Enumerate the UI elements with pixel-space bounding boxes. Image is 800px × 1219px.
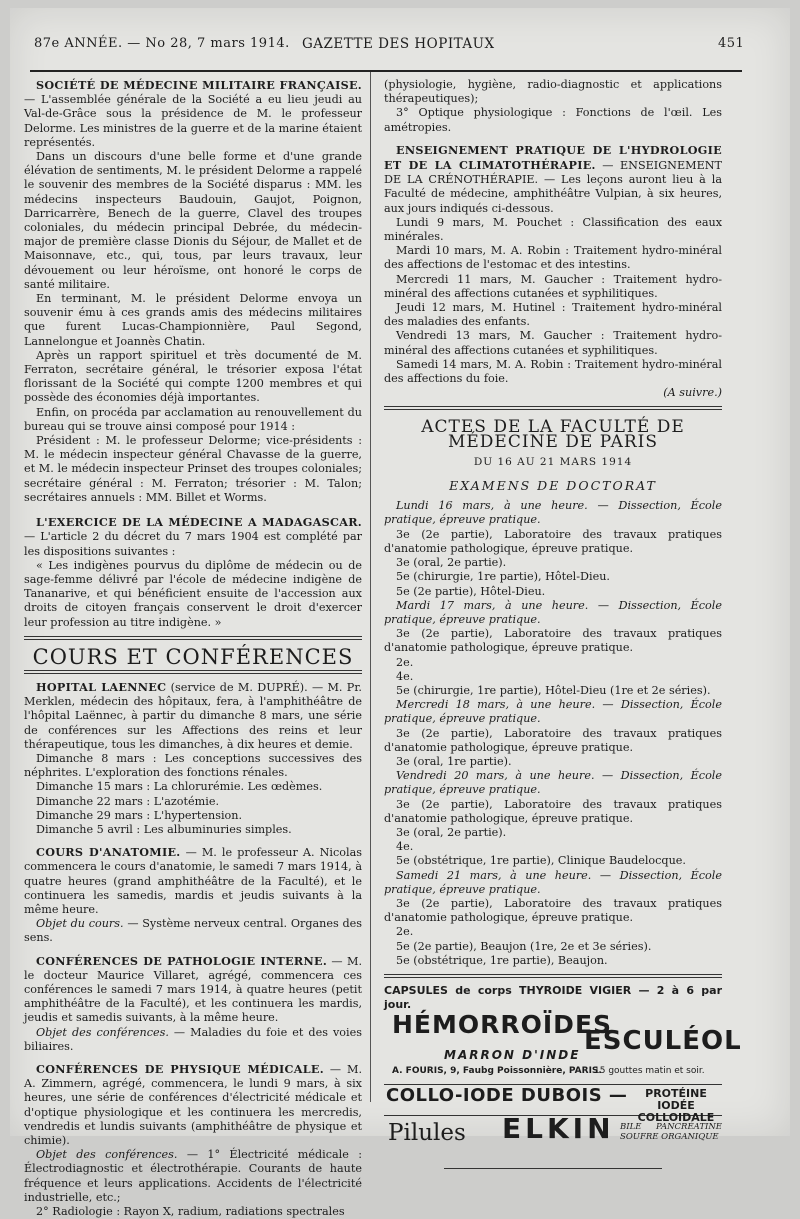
article-heading: HOPITAL LAENNEC [36, 679, 167, 694]
exam-line: 3e (oral, 1re partie). [396, 754, 512, 768]
article-heading: CONFÉRENCES DE PHYSIQUE MÉDICALE. [36, 1062, 324, 1076]
list-item: Dimanche 22 mars : L'azotémie. [36, 794, 220, 808]
object-text: — 1° Électricité médicale : Électrodiagnostic et électrothérapie. Courants de haute fréquence et leurs applications. Accidents de l'électricité industrielle, etc.; [24, 1148, 362, 1204]
exam-line: 2e. [396, 655, 414, 669]
exam-line: Mercredi 18 mars, à une heure. — Dissection, École pratique, épreuve pratique. [384, 698, 722, 726]
capsules-ad: CAPSULES de corps THYROIDE VIGIER — 2 à 6 par jour. [384, 983, 722, 1012]
ad-dosage: 15 gouttes matin et soir. [594, 1066, 705, 1077]
ad-headline: HÉMORROÏDES [392, 1010, 613, 1040]
article-paragraph [24, 680, 362, 752]
section-rule [384, 974, 722, 978]
left-column [24, 78, 362, 1219]
article-heading: SOCIÉTÉ DE MÉDECINE MILITAIRE FRANÇAISE. [36, 78, 362, 92]
exam-line: Mardi 17 mars, à une heure. — Dissection, École pratique, épreuve pratique. [384, 598, 722, 626]
article-paragraph [24, 917, 362, 945]
list-item: Jeudi 12 mars, M. Hutinel : Traitement hydro-minéral des maladies des enfants. [384, 301, 722, 329]
exam-line: 3e (2e partie), Laboratoire des travaux pratiques d'anatomie pathologique, épreuve pratique. [384, 527, 722, 555]
list-item: Dimanche 15 mars : La chlorurémie. Les œdèmes. [36, 780, 323, 794]
object-text: — Système nerveux central. Organes des sens. [24, 917, 362, 945]
section-rule [384, 406, 722, 410]
exam-line: 3e (2e partie), Laboratoire des travaux pratiques d'anatomie pathologique, épreuve pratique. [384, 896, 722, 925]
exam-line: 5e (2e partie), Hôtel-Dieu. [396, 584, 546, 598]
article-text: — M. le professeur A. Nicolas commencera le cours d'anatomie, le samedi 7 mars 1914, à quatre heures (grand amphithéâtre de la Faculté), et le continuera les samedis, mardis et jeudis suivants à la même heure. [24, 846, 362, 916]
exam-line: 5e (chirurgie, 1re partie), Hôtel-Dieu. [396, 570, 610, 584]
exam-line: 5e (2e partie), Beaujon (1re, 2e et 3e séries). [396, 939, 652, 953]
list-item: Lundi 9 mars, M. Pouchet : Classification des eaux minérales. [384, 215, 722, 244]
ad-prefix: Pilules [388, 1120, 466, 1147]
article-heading: ENSEIGNEMENT PRATIQUE DE L'HYDROLOGIE ET DE LA CLIMATOTHÉRAPIE. [384, 142, 722, 173]
object-text: — Maladies du foie et des voies biliaires. [24, 1025, 362, 1053]
exam-line: 5e (chirurgie, 1re partie), Hôtel-Dieu (1re et 2e séries). [396, 683, 711, 697]
article-paragraph: Dans un discours d'une belle forme et d'une grande élévation de sentiments, M. le président Delorme a rappelé le souvenir des membres de la Société disparus : MM. les médecins inspecteurs Baudouin, Gaujot, Poignon, Darricarrère, Benech de la guerre, Clavel des troupes coloniales, du médecin principal Debrée, du médecin-major de première classe Dionis du Séjour, de Mallet et de Maisonnave, etc., qui, tous, par leurs travaux, leur dévouement ou leur héroïsme, ont honoré le corps de santé militaire. [24, 150, 362, 291]
article-paragraph: 3° Optique physiologique : Fonctions de l'œil. Les amétropies. [384, 106, 722, 134]
hemorroides-ad [384, 1010, 742, 1080]
exam-line: 3e (oral, 2e partie). [396, 825, 507, 839]
section-subtitle: DU 16 AU 21 MARS 1914 [473, 455, 633, 468]
ad-subline: MARRON D'INDE [444, 1048, 581, 1063]
object-label: Objet des conférences. [36, 1025, 169, 1039]
section-rule [24, 670, 362, 674]
ad-description: PROTÉINE IODÉE COLLOIDALE [637, 1087, 715, 1125]
exam-line: Samedi 21 mars, à une heure. — Dissection, École pratique, épreuve pratique. [384, 868, 722, 896]
article-paragraph [384, 143, 722, 216]
exam-line: 3e (2e partie), Laboratoire des travaux pratiques d'anatomie pathologique, épreuve pratique. [384, 726, 722, 754]
list-item: Dimanche 5 avril : Les albuminuries simples. [36, 822, 292, 836]
newspaper-title: GAZETTE DES HOPITAUX [302, 36, 495, 52]
exam-line: Vendredi 20 mars, à une heure. — Dissection, École pratique, épreuve pratique. [384, 769, 722, 797]
exam-line: 3e (2e partie), Laboratoire des travaux pratiques d'anatomie pathologique, épreuve pratique. [384, 627, 722, 655]
article-paragraph [24, 78, 362, 150]
article-paragraph [24, 954, 362, 1026]
section-rule [24, 636, 362, 640]
column-divider [370, 72, 371, 1102]
object-label: Objet du cours. [36, 917, 124, 931]
article-text: — M. le docteur Maurice Villaret, agrégé, commencera ces conférences le samedi 7 mars 1914, à quatre heures (petit amphithéâtre de la Faculté), et les continuera les mardis, jeudis et samedis suivants, à la même heure. [24, 954, 362, 1025]
object-label: Objet des conférences. [36, 1148, 178, 1162]
article-paragraph [24, 515, 362, 559]
article-paragraph: « Les indigènes pourvus du diplôme de médecin ou de sage-femme délivré par l'école de médecine indigène de Tananarive, et qui bénéficient ensuite de l'accession aux droits de citoyen français conservent le droit d'exercer leur profession au titre indigène. » [24, 558, 362, 629]
exam-line: 2e. [396, 925, 414, 939]
article-text: — M. A. Zimmern, agrégé, commencera, le lundi 9 mars, à six heures, une série de conférences d'électricité médicale et d'optique physiologique et les continuera les mercredis, vendredis et lundis suivants (amphithéâtre de physique et chimie). [24, 1063, 363, 1148]
article-text: — L'assemblée générale de la Société a eu lieu jeudi au Val-de-Grâce sous la présidence de M. le professeur Delorme. Les ministres de la guerre et de la marine étaient représentés. [24, 93, 362, 149]
article-paragraph [24, 1148, 362, 1205]
end-ornament [444, 1168, 662, 1170]
article-text: (service de M. DUPRÉ). — M. Pr. Merklen, médecin des hôpitaux, fera, à l'amphithéâtre de l'hôpital Laënnec, à partir du dimanche 8 mars, une série de conférences sur les Affections des reins et leur thérapeutique, tous les dimanches, à dix heures et demie. [24, 680, 362, 751]
exam-line: Lundi 16 mars, à une heure. — Dissection, École pratique, épreuve pratique. [384, 499, 722, 527]
article-paragraph: 2° Radiologie : Rayon X, radium, radiations spectrales [36, 1205, 345, 1219]
article-paragraph: En terminant, M. le président Delorme envoya un souvenir ému à ces grands amis des médecins militaires que furent Lucas-Championnière, Paul Segond, Lannelongue et Joannès Chatin. [24, 292, 362, 348]
article-heading: COURS D'ANATOMIE. [36, 845, 181, 860]
right-column [384, 78, 742, 1170]
list-item: Mardi 10 mars, M. A. Robin : Traitement hydro-minéral des affections de l'estomac et des intestins. [384, 244, 722, 272]
article-paragraph: Après un rapport spirituel et très documenté de M. Ferraton, secrétaire général, le trésorier exposa l'état florissant de la Société qui compte 1200 membres et qui possède des économies déjà importantes. [24, 348, 362, 405]
ad-brand: COLLO-IODE DUBOIS — [386, 1085, 628, 1107]
exam-line: 4e. [396, 840, 414, 854]
ad-address: A. FOURIS, 9, Faubg Poissonnière, PARIS. [392, 1066, 602, 1077]
ad-brand: ELKIN [502, 1112, 615, 1146]
ad-ingredients: BILE PANCRÉATINE SOUFRE ORGANIQUE [620, 1122, 722, 1143]
exam-line: 5e (obstétrique, 1re partie), Clinique Baudelocque. [396, 854, 686, 868]
article-text: — ENSEIGNEMENT DE LA CRÉNOTHÉRAPIE. — Les leçons auront lieu à la Faculté de médecine, amphithéâtre Vulpian, à six heures, aux jours indiqués ci-dessous. [384, 159, 722, 215]
header-rule [30, 70, 742, 72]
list-item: Dimanche 8 mars : Les conceptions successives des néphrites. L'exploration des fonctions rénales. [24, 751, 362, 780]
list-item: Mercredi 11 mars, M. Gaucher : Traitement hydro-minéral des affections cutanées et syphilitiques. [384, 272, 722, 300]
exam-line: 5e (obstétrique, 1re partie), Beaujon. [396, 953, 608, 967]
section-title: ACTES DE LA FACULTÉ DE MÉDECINE DE PARIS [421, 417, 685, 452]
newspaper-page [10, 8, 790, 1219]
article-heading: L'EXERCICE DE LA MÉDECINE A MADAGASCAR. [36, 515, 362, 530]
article-text: — L'article 2 du décret du 7 mars 1904 est complété par les dispositions suivantes : [24, 530, 362, 558]
list-item: Dimanche 29 mars : L'hypertension. [36, 808, 243, 822]
page-number: 451 [718, 36, 745, 51]
article-paragraph: (physiologie, hygiène, radio-diagnostic et applications thérapeutiques); [384, 78, 722, 106]
exam-line: 3e (oral, 2e partie). [396, 556, 507, 570]
section-title: COURS ET CONFÉRENCES [32, 644, 354, 669]
exam-line: 3e (2e partie), Laboratoire des travaux pratiques d'anatomie pathologique, épreuve pratique. [384, 797, 722, 825]
issue-info: 87e ANNÉE. — No 28, 7 mars 1914. [34, 36, 290, 51]
to-be-continued: (A suivre.) [663, 386, 722, 400]
list-item: Vendredi 13 mars, M. Gaucher : Traitement hydro-minéral des affections cutanées et syphilitiques. [384, 329, 722, 357]
exam-line: 4e. [396, 669, 414, 683]
article-paragraph [24, 1026, 362, 1054]
article-paragraph [24, 1062, 362, 1148]
list-item: Samedi 14 mars, M. A. Robin : Traitement hydro-minéral des affections du foie. [384, 357, 722, 386]
elkin-ad [384, 1112, 722, 1160]
article-paragraph [24, 845, 362, 917]
article-paragraph: Enfin, on procéda par acclamation au renouvellement du bureau qui se trouve ainsi composé pour 1914 : [24, 405, 362, 433]
exam-heading: EXAMENS DE DOCTORAT [449, 478, 657, 494]
ad-brand: ESCULÉOL [584, 1026, 742, 1057]
article-paragraph: Président : M. le professeur Delorme; vice-présidents : M. le médecin inspecteur général Chavasse de la guerre, et M. le médecin inspecteur Prinset des troupes coloniales; secrétaire général : M. Ferraton; trésorier : M. Talon; secrétaires annuels : MM. Billet et Worms. [24, 434, 362, 504]
article-heading: CONFÉRENCES DE PATHOLOGIE INTERNE. [36, 953, 328, 968]
